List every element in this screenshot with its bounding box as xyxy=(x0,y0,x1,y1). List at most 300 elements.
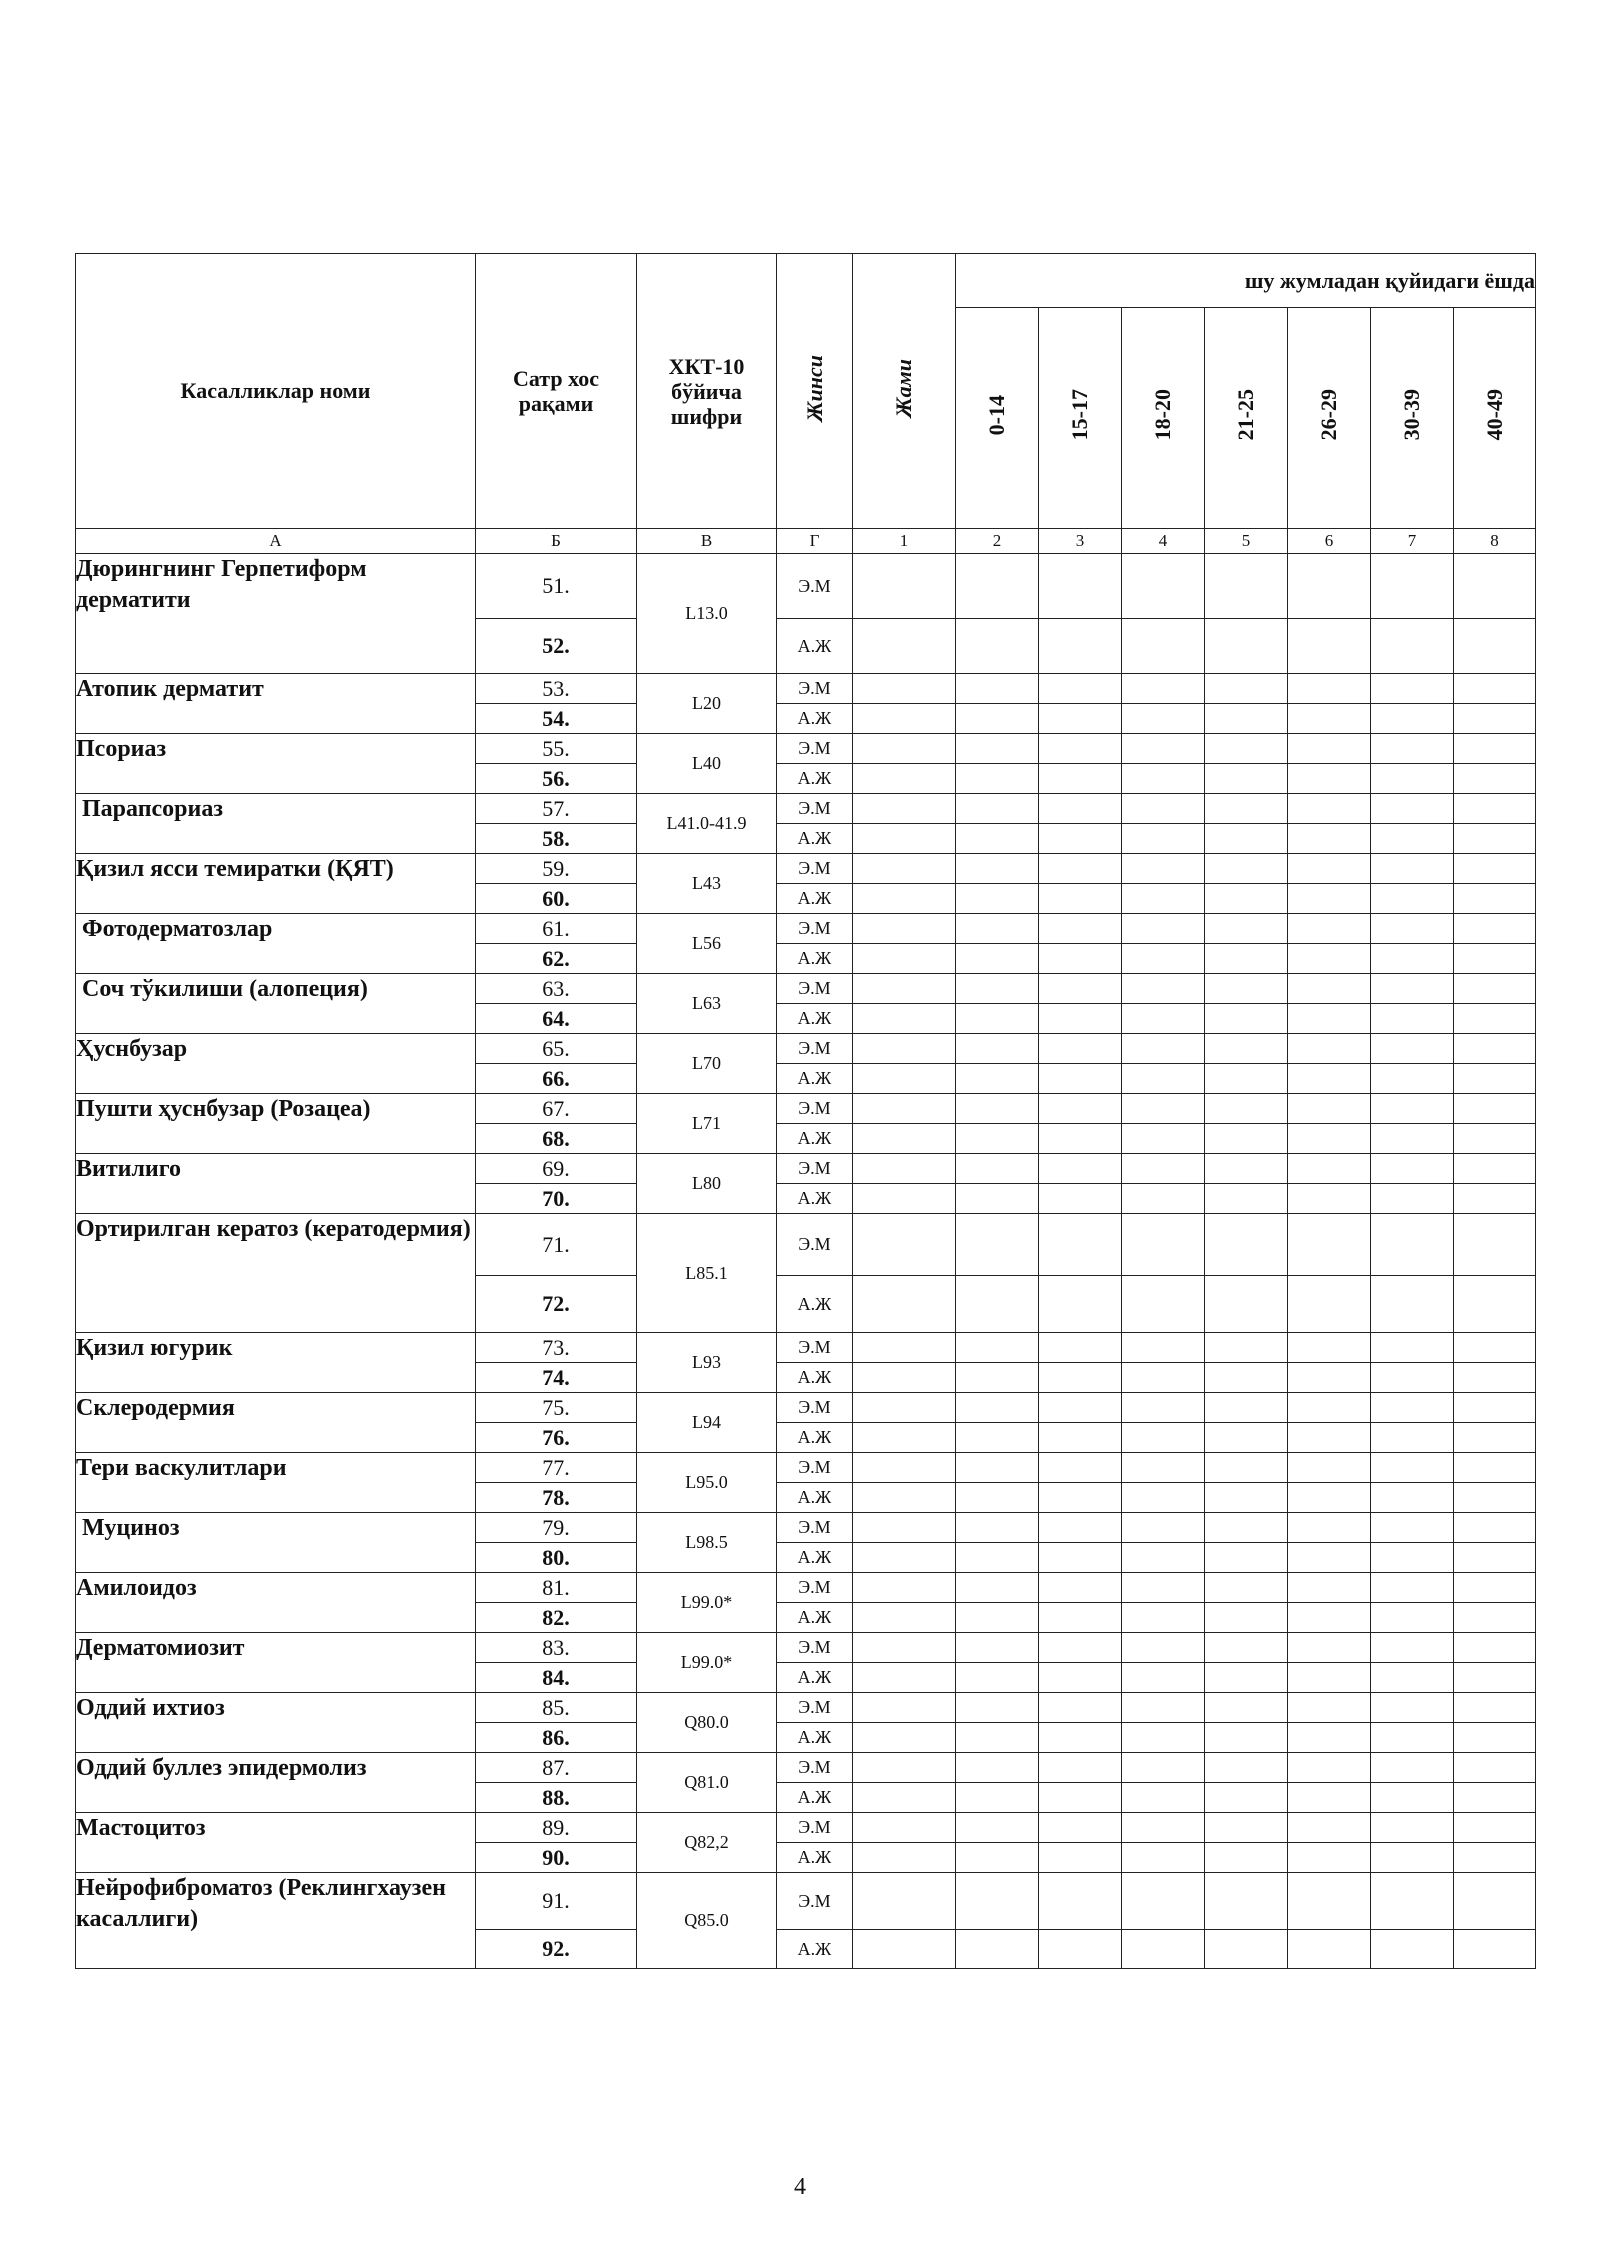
data-cell[interactable] xyxy=(1122,1543,1205,1573)
data-cell[interactable] xyxy=(956,1124,1039,1154)
data-cell[interactable] xyxy=(1039,554,1122,619)
data-cell[interactable] xyxy=(1371,1813,1454,1843)
data-cell[interactable] xyxy=(1371,1693,1454,1723)
data-cell[interactable] xyxy=(1371,1753,1454,1783)
data-cell[interactable] xyxy=(1205,1094,1288,1124)
data-cell[interactable] xyxy=(1371,1543,1454,1573)
data-cell[interactable] xyxy=(1288,1453,1371,1483)
data-cell[interactable] xyxy=(1122,704,1205,734)
data-cell[interactable] xyxy=(1371,1333,1454,1363)
data-cell[interactable] xyxy=(1122,1753,1205,1783)
data-cell[interactable] xyxy=(1039,1573,1122,1603)
data-cell[interactable] xyxy=(956,1064,1039,1094)
data-cell[interactable] xyxy=(1039,704,1122,734)
data-cell[interactable] xyxy=(1454,1813,1536,1843)
data-cell[interactable] xyxy=(1039,1663,1122,1693)
data-cell[interactable] xyxy=(1039,1603,1122,1633)
data-cell[interactable] xyxy=(956,1513,1039,1543)
data-cell[interactable] xyxy=(1288,914,1371,944)
data-cell[interactable] xyxy=(1454,1753,1536,1783)
data-cell[interactable] xyxy=(1122,1034,1205,1064)
data-cell[interactable] xyxy=(1371,554,1454,619)
data-cell[interactable] xyxy=(1039,1423,1122,1453)
data-cell[interactable] xyxy=(1288,1843,1371,1873)
data-cell[interactable] xyxy=(1039,1154,1122,1184)
data-cell[interactable] xyxy=(853,1064,956,1094)
data-cell[interactable] xyxy=(1371,794,1454,824)
data-cell[interactable] xyxy=(1454,794,1536,824)
data-cell[interactable] xyxy=(1039,1543,1122,1573)
data-cell[interactable] xyxy=(1039,1783,1122,1813)
data-cell[interactable] xyxy=(1454,914,1536,944)
data-cell[interactable] xyxy=(853,1693,956,1723)
data-cell[interactable] xyxy=(853,1154,956,1184)
data-cell[interactable] xyxy=(1371,1663,1454,1693)
data-cell[interactable] xyxy=(1454,1693,1536,1723)
data-cell[interactable] xyxy=(1039,974,1122,1004)
data-cell[interactable] xyxy=(1288,1693,1371,1723)
data-cell[interactable] xyxy=(1371,764,1454,794)
data-cell[interactable] xyxy=(956,1363,1039,1393)
data-cell[interactable] xyxy=(1454,1034,1536,1064)
data-cell[interactable] xyxy=(1371,884,1454,914)
data-cell[interactable] xyxy=(956,1453,1039,1483)
data-cell[interactable] xyxy=(853,884,956,914)
data-cell[interactable] xyxy=(1122,914,1205,944)
data-cell[interactable] xyxy=(1371,1064,1454,1094)
data-cell[interactable] xyxy=(1288,764,1371,794)
data-cell[interactable] xyxy=(1371,1276,1454,1333)
data-cell[interactable] xyxy=(853,1393,956,1423)
data-cell[interactable] xyxy=(853,1603,956,1633)
data-cell[interactable] xyxy=(1205,1543,1288,1573)
data-cell[interactable] xyxy=(1288,1124,1371,1154)
data-cell[interactable] xyxy=(1371,944,1454,974)
data-cell[interactable] xyxy=(1371,1453,1454,1483)
data-cell[interactable] xyxy=(1454,1873,1536,1930)
data-cell[interactable] xyxy=(1454,554,1536,619)
data-cell[interactable] xyxy=(853,1333,956,1363)
data-cell[interactable] xyxy=(956,704,1039,734)
data-cell[interactable] xyxy=(1205,734,1288,764)
data-cell[interactable] xyxy=(956,1423,1039,1453)
data-cell[interactable] xyxy=(1039,1034,1122,1064)
data-cell[interactable] xyxy=(1205,1873,1288,1930)
data-cell[interactable] xyxy=(1205,854,1288,884)
data-cell[interactable] xyxy=(853,914,956,944)
data-cell[interactable] xyxy=(1122,974,1205,1004)
data-cell[interactable] xyxy=(1122,1004,1205,1034)
data-cell[interactable] xyxy=(1039,1723,1122,1753)
data-cell[interactable] xyxy=(1371,1843,1454,1873)
data-cell[interactable] xyxy=(1122,734,1205,764)
data-cell[interactable] xyxy=(1039,854,1122,884)
data-cell[interactable] xyxy=(956,914,1039,944)
data-cell[interactable] xyxy=(956,974,1039,1004)
data-cell[interactable] xyxy=(1039,1633,1122,1663)
data-cell[interactable] xyxy=(956,1873,1039,1930)
data-cell[interactable] xyxy=(1205,1453,1288,1483)
data-cell[interactable] xyxy=(1205,914,1288,944)
data-cell[interactable] xyxy=(1122,1633,1205,1663)
data-cell[interactable] xyxy=(1454,1333,1536,1363)
data-cell[interactable] xyxy=(1039,944,1122,974)
data-cell[interactable] xyxy=(1205,1333,1288,1363)
data-cell[interactable] xyxy=(1039,1813,1122,1843)
data-cell[interactable] xyxy=(853,1573,956,1603)
data-cell[interactable] xyxy=(1371,1034,1454,1064)
data-cell[interactable] xyxy=(853,974,956,1004)
data-cell[interactable] xyxy=(1371,1124,1454,1154)
data-cell[interactable] xyxy=(1122,1813,1205,1843)
data-cell[interactable] xyxy=(1205,764,1288,794)
data-cell[interactable] xyxy=(853,1813,956,1843)
data-cell[interactable] xyxy=(1039,1214,1122,1276)
data-cell[interactable] xyxy=(1454,1363,1536,1393)
data-cell[interactable] xyxy=(1205,1034,1288,1064)
data-cell[interactable] xyxy=(1039,1276,1122,1333)
data-cell[interactable] xyxy=(1039,1363,1122,1393)
data-cell[interactable] xyxy=(1122,1363,1205,1393)
data-cell[interactable] xyxy=(1288,1423,1371,1453)
data-cell[interactable] xyxy=(956,1184,1039,1214)
data-cell[interactable] xyxy=(1122,854,1205,884)
data-cell[interactable] xyxy=(853,1214,956,1276)
data-cell[interactable] xyxy=(1454,1004,1536,1034)
data-cell[interactable] xyxy=(956,1753,1039,1783)
data-cell[interactable] xyxy=(1122,824,1205,854)
data-cell[interactable] xyxy=(956,794,1039,824)
data-cell[interactable] xyxy=(1371,1214,1454,1276)
data-cell[interactable] xyxy=(1288,1393,1371,1423)
data-cell[interactable] xyxy=(1122,1873,1205,1930)
data-cell[interactable] xyxy=(853,1184,956,1214)
data-cell[interactable] xyxy=(1371,824,1454,854)
data-cell[interactable] xyxy=(1288,1573,1371,1603)
data-cell[interactable] xyxy=(1288,824,1371,854)
data-cell[interactable] xyxy=(956,1034,1039,1064)
data-cell[interactable] xyxy=(1454,1064,1536,1094)
data-cell[interactable] xyxy=(1122,1393,1205,1423)
data-cell[interactable] xyxy=(956,1930,1039,1969)
data-cell[interactable] xyxy=(956,674,1039,704)
data-cell[interactable] xyxy=(1205,554,1288,619)
data-cell[interactable] xyxy=(1122,554,1205,619)
data-cell[interactable] xyxy=(853,1004,956,1034)
data-cell[interactable] xyxy=(1205,1064,1288,1094)
data-cell[interactable] xyxy=(1205,1393,1288,1423)
data-cell[interactable] xyxy=(1039,1483,1122,1513)
data-cell[interactable] xyxy=(1371,704,1454,734)
data-cell[interactable] xyxy=(1454,1124,1536,1154)
data-cell[interactable] xyxy=(1039,1453,1122,1483)
data-cell[interactable] xyxy=(1288,704,1371,734)
data-cell[interactable] xyxy=(1454,884,1536,914)
data-cell[interactable] xyxy=(1454,974,1536,1004)
data-cell[interactable] xyxy=(1122,1723,1205,1753)
data-cell[interactable] xyxy=(1288,854,1371,884)
data-cell[interactable] xyxy=(1039,1184,1122,1214)
data-cell[interactable] xyxy=(1205,1154,1288,1184)
data-cell[interactable] xyxy=(1288,1513,1371,1543)
data-cell[interactable] xyxy=(1122,1930,1205,1969)
data-cell[interactable] xyxy=(853,1723,956,1753)
data-cell[interactable] xyxy=(853,764,956,794)
data-cell[interactable] xyxy=(956,1663,1039,1693)
data-cell[interactable] xyxy=(1454,1453,1536,1483)
data-cell[interactable] xyxy=(1371,1393,1454,1423)
data-cell[interactable] xyxy=(1122,1483,1205,1513)
data-cell[interactable] xyxy=(956,1393,1039,1423)
data-cell[interactable] xyxy=(956,1723,1039,1753)
data-cell[interactable] xyxy=(1039,734,1122,764)
data-cell[interactable] xyxy=(1122,1843,1205,1873)
data-cell[interactable] xyxy=(1454,734,1536,764)
data-cell[interactable] xyxy=(956,1004,1039,1034)
data-cell[interactable] xyxy=(1039,1333,1122,1363)
data-cell[interactable] xyxy=(1288,1333,1371,1363)
data-cell[interactable] xyxy=(853,1783,956,1813)
data-cell[interactable] xyxy=(853,1843,956,1873)
data-cell[interactable] xyxy=(956,824,1039,854)
data-cell[interactable] xyxy=(853,1663,956,1693)
data-cell[interactable] xyxy=(1371,1723,1454,1753)
data-cell[interactable] xyxy=(1454,1573,1536,1603)
data-cell[interactable] xyxy=(1205,1513,1288,1543)
data-cell[interactable] xyxy=(1288,1930,1371,1969)
data-cell[interactable] xyxy=(1288,944,1371,974)
data-cell[interactable] xyxy=(1122,1276,1205,1333)
data-cell[interactable] xyxy=(1454,1843,1536,1873)
data-cell[interactable] xyxy=(853,674,956,704)
data-cell[interactable] xyxy=(1205,1184,1288,1214)
data-cell[interactable] xyxy=(1205,1813,1288,1843)
data-cell[interactable] xyxy=(956,1573,1039,1603)
data-cell[interactable] xyxy=(1454,1483,1536,1513)
data-cell[interactable] xyxy=(1205,619,1288,674)
data-cell[interactable] xyxy=(956,1094,1039,1124)
data-cell[interactable] xyxy=(1288,619,1371,674)
data-cell[interactable] xyxy=(1288,1753,1371,1783)
data-cell[interactable] xyxy=(1454,1723,1536,1753)
data-cell[interactable] xyxy=(1288,1633,1371,1663)
data-cell[interactable] xyxy=(956,854,1039,884)
data-cell[interactable] xyxy=(1122,884,1205,914)
data-cell[interactable] xyxy=(1122,1693,1205,1723)
data-cell[interactable] xyxy=(1454,1154,1536,1184)
data-cell[interactable] xyxy=(1205,704,1288,734)
data-cell[interactable] xyxy=(1122,1513,1205,1543)
data-cell[interactable] xyxy=(1454,1783,1536,1813)
data-cell[interactable] xyxy=(956,1543,1039,1573)
data-cell[interactable] xyxy=(1454,1930,1536,1969)
data-cell[interactable] xyxy=(1039,1930,1122,1969)
data-cell[interactable] xyxy=(853,1513,956,1543)
data-cell[interactable] xyxy=(1288,1663,1371,1693)
data-cell[interactable] xyxy=(1122,1783,1205,1813)
data-cell[interactable] xyxy=(1039,764,1122,794)
data-cell[interactable] xyxy=(1288,734,1371,764)
data-cell[interactable] xyxy=(1288,1543,1371,1573)
data-cell[interactable] xyxy=(1122,1573,1205,1603)
data-cell[interactable] xyxy=(956,764,1039,794)
data-cell[interactable] xyxy=(1288,1004,1371,1034)
data-cell[interactable] xyxy=(1205,1723,1288,1753)
data-cell[interactable] xyxy=(1288,1783,1371,1813)
data-cell[interactable] xyxy=(1122,674,1205,704)
data-cell[interactable] xyxy=(1371,1363,1454,1393)
data-cell[interactable] xyxy=(1371,914,1454,944)
data-cell[interactable] xyxy=(1454,824,1536,854)
data-cell[interactable] xyxy=(853,619,956,674)
data-cell[interactable] xyxy=(1371,1154,1454,1184)
data-cell[interactable] xyxy=(1122,1333,1205,1363)
data-cell[interactable] xyxy=(1371,734,1454,764)
data-cell[interactable] xyxy=(1454,619,1536,674)
data-cell[interactable] xyxy=(956,619,1039,674)
data-cell[interactable] xyxy=(1288,1094,1371,1124)
data-cell[interactable] xyxy=(1039,1513,1122,1543)
data-cell[interactable] xyxy=(1205,794,1288,824)
data-cell[interactable] xyxy=(1454,1513,1536,1543)
data-cell[interactable] xyxy=(1039,914,1122,944)
data-cell[interactable] xyxy=(1371,1603,1454,1633)
data-cell[interactable] xyxy=(1122,1214,1205,1276)
data-cell[interactable] xyxy=(1039,1393,1122,1423)
data-cell[interactable] xyxy=(1122,1154,1205,1184)
data-cell[interactable] xyxy=(1122,1423,1205,1453)
data-cell[interactable] xyxy=(1205,1124,1288,1154)
data-cell[interactable] xyxy=(1371,1094,1454,1124)
data-cell[interactable] xyxy=(1288,794,1371,824)
data-cell[interactable] xyxy=(1205,1663,1288,1693)
data-cell[interactable] xyxy=(1454,1633,1536,1663)
data-cell[interactable] xyxy=(853,1633,956,1663)
data-cell[interactable] xyxy=(1205,1603,1288,1633)
data-cell[interactable] xyxy=(1371,1004,1454,1034)
data-cell[interactable] xyxy=(1205,1753,1288,1783)
data-cell[interactable] xyxy=(1205,1633,1288,1663)
data-cell[interactable] xyxy=(1454,704,1536,734)
data-cell[interactable] xyxy=(853,944,956,974)
data-cell[interactable] xyxy=(956,554,1039,619)
data-cell[interactable] xyxy=(1039,1873,1122,1930)
data-cell[interactable] xyxy=(1454,674,1536,704)
data-cell[interactable] xyxy=(1371,674,1454,704)
data-cell[interactable] xyxy=(1205,1423,1288,1453)
data-cell[interactable] xyxy=(1205,1483,1288,1513)
data-cell[interactable] xyxy=(956,1843,1039,1873)
data-cell[interactable] xyxy=(1039,674,1122,704)
data-cell[interactable] xyxy=(956,1603,1039,1633)
data-cell[interactable] xyxy=(1122,1663,1205,1693)
data-cell[interactable] xyxy=(1039,1064,1122,1094)
data-cell[interactable] xyxy=(1205,1930,1288,1969)
data-cell[interactable] xyxy=(1122,944,1205,974)
data-cell[interactable] xyxy=(956,734,1039,764)
data-cell[interactable] xyxy=(1039,1693,1122,1723)
data-cell[interactable] xyxy=(1454,1214,1536,1276)
data-cell[interactable] xyxy=(1454,944,1536,974)
data-cell[interactable] xyxy=(1371,1930,1454,1969)
data-cell[interactable] xyxy=(1454,1276,1536,1333)
data-cell[interactable] xyxy=(853,1483,956,1513)
data-cell[interactable] xyxy=(1288,1873,1371,1930)
data-cell[interactable] xyxy=(853,1094,956,1124)
data-cell[interactable] xyxy=(956,944,1039,974)
data-cell[interactable] xyxy=(1205,1843,1288,1873)
data-cell[interactable] xyxy=(1371,854,1454,884)
data-cell[interactable] xyxy=(853,704,956,734)
data-cell[interactable] xyxy=(853,1276,956,1333)
data-cell[interactable] xyxy=(1371,1184,1454,1214)
data-cell[interactable] xyxy=(956,1214,1039,1276)
data-cell[interactable] xyxy=(1454,1184,1536,1214)
data-cell[interactable] xyxy=(1288,1723,1371,1753)
data-cell[interactable] xyxy=(1122,1094,1205,1124)
data-cell[interactable] xyxy=(1371,1573,1454,1603)
data-cell[interactable] xyxy=(1454,1663,1536,1693)
data-cell[interactable] xyxy=(853,794,956,824)
data-cell[interactable] xyxy=(1288,1034,1371,1064)
data-cell[interactable] xyxy=(1039,1094,1122,1124)
data-cell[interactable] xyxy=(1122,619,1205,674)
data-cell[interactable] xyxy=(1288,1154,1371,1184)
data-cell[interactable] xyxy=(1122,1184,1205,1214)
data-cell[interactable] xyxy=(1454,1094,1536,1124)
data-cell[interactable] xyxy=(956,1333,1039,1363)
data-cell[interactable] xyxy=(1454,854,1536,884)
data-cell[interactable] xyxy=(853,1034,956,1064)
data-cell[interactable] xyxy=(1205,1004,1288,1034)
data-cell[interactable] xyxy=(1122,764,1205,794)
data-cell[interactable] xyxy=(1122,794,1205,824)
data-cell[interactable] xyxy=(1371,1423,1454,1453)
data-cell[interactable] xyxy=(853,1930,956,1969)
data-cell[interactable] xyxy=(853,734,956,764)
data-cell[interactable] xyxy=(956,1276,1039,1333)
data-cell[interactable] xyxy=(1205,824,1288,854)
data-cell[interactable] xyxy=(1039,884,1122,914)
data-cell[interactable] xyxy=(1454,1543,1536,1573)
data-cell[interactable] xyxy=(1122,1064,1205,1094)
data-cell[interactable] xyxy=(1288,974,1371,1004)
data-cell[interactable] xyxy=(956,1633,1039,1663)
data-cell[interactable] xyxy=(1039,1753,1122,1783)
data-cell[interactable] xyxy=(1288,554,1371,619)
data-cell[interactable] xyxy=(1039,794,1122,824)
data-cell[interactable] xyxy=(853,1543,956,1573)
data-cell[interactable] xyxy=(1454,1393,1536,1423)
data-cell[interactable] xyxy=(1371,1633,1454,1663)
data-cell[interactable] xyxy=(1205,1693,1288,1723)
data-cell[interactable] xyxy=(1454,1423,1536,1453)
data-cell[interactable] xyxy=(1039,619,1122,674)
data-cell[interactable] xyxy=(1371,1783,1454,1813)
data-cell[interactable] xyxy=(1039,1843,1122,1873)
data-cell[interactable] xyxy=(1288,1276,1371,1333)
data-cell[interactable] xyxy=(853,1873,956,1930)
data-cell[interactable] xyxy=(853,554,956,619)
data-cell[interactable] xyxy=(1371,974,1454,1004)
data-cell[interactable] xyxy=(1371,1483,1454,1513)
data-cell[interactable] xyxy=(1122,1453,1205,1483)
data-cell[interactable] xyxy=(1288,1214,1371,1276)
data-cell[interactable] xyxy=(1205,1276,1288,1333)
data-cell[interactable] xyxy=(1288,1064,1371,1094)
data-cell[interactable] xyxy=(1039,824,1122,854)
data-cell[interactable] xyxy=(956,1483,1039,1513)
